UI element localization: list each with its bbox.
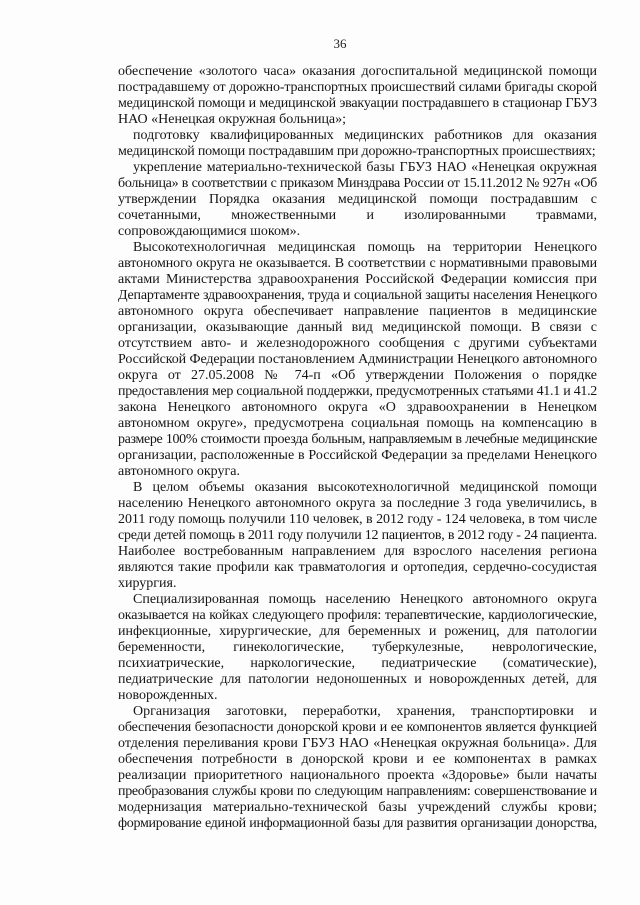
text-line: Российской Федерации постановлением Администрации Ненецкого автономного xyxy=(118,352,597,367)
text-line: обеспечения потребности в донорской крови и ее компонентах в рамках xyxy=(118,752,597,767)
text-line: преобразования службы крови по следующим направлениям: совершенствование и xyxy=(118,784,597,799)
text-line: организации, расположенные в Российской Федерации за пределами Ненецкого xyxy=(118,448,597,463)
text-line: обеспечения безопасности донорской крови и ее компонентов является функцией xyxy=(118,720,597,735)
text-line: автономном округе», предусмотрена социальная помощь на компенсацию в xyxy=(118,416,597,431)
text-line: медицинской помощи пострадавшим при дорожно-транспортных происшествиях; xyxy=(118,144,596,159)
text-line: организации, оказывающие данный вид медицинской помощи. В связи с xyxy=(118,320,597,335)
text-line: являются такие профили как травматология и ортопедия, сердечно-сосудистая xyxy=(118,560,597,575)
text-line: подготовку квалифицированных медицинских работников для оказания xyxy=(133,128,597,143)
document-body xyxy=(118,64,597,832)
text-line: сочетанными, множественными и изолированными травмами, xyxy=(118,208,597,223)
paragraph xyxy=(118,240,597,480)
text-line: психиатрические, наркологические, педиатрические (соматические), xyxy=(118,656,597,671)
text-line: Специализированная помощь населению Ненецкого автономного округа xyxy=(133,592,597,607)
text-line: автономного округа не оказывается. В соответствии с нормативными правовыми xyxy=(118,256,597,271)
text-line: автономного округа. xyxy=(118,464,240,479)
text-line: модернизация материально-технической базы учреждений службы крови; xyxy=(118,800,597,815)
text-line: размере 100% стоимости проезда больным, направляемым в лечебные медицинские xyxy=(118,432,597,447)
text-line: актами Министерства здравоохранения Российской Федерации комиссия при xyxy=(118,272,597,287)
text-line: медицинской помощи и медицинской эвакуации пострадавшего в стационар ГБУЗ xyxy=(118,96,597,111)
text-line: среди детей помощь в 2011 году получили 12 пациентов, в 2012 году - 24 пациента. xyxy=(118,528,597,543)
text-line: отсутствием авто- и железнодорожного сообщения с другими субъектами xyxy=(118,336,597,351)
text-line: округа от 27.05.2008 № 74-п «Об утверждении Положения о порядке xyxy=(118,368,597,383)
text-line: НАО «Ненецкая окружная больница»; xyxy=(118,112,347,127)
text-line: Департаменте здравоохранения, труда и социальной защиты населения Ненецкого xyxy=(118,288,597,303)
text-line: 2011 году помощь получили 110 человек, в 2012 году - 124 человека, в том числе xyxy=(118,512,597,527)
paragraph xyxy=(118,704,597,832)
text-line: В целом объемы оказания высокотехнологичной медицинской помощи xyxy=(133,480,597,495)
text-line: обеспечение «золотого часа» оказания догоспитальной медицинской помощи xyxy=(118,64,597,79)
text-line: педиатрические для патологии недоношенных и новорожденных детей, для xyxy=(118,672,597,687)
text-line: Наиболее востребованным направлением для взрослого населения региона xyxy=(118,544,597,559)
text-line: инфекционные, хирургические, для беременных и рожениц, для патологии xyxy=(118,624,597,639)
text-line: закона Ненецкого автономного округа «О здравоохранении в Ненецком xyxy=(118,400,597,415)
text-line: реализации приоритетного национального проекта «Здоровье» были начаты xyxy=(118,768,597,783)
text-line: оказывается на койках следующего профиля: терапевтические, кардиологические, xyxy=(118,608,597,623)
text-line: пострадавшему от дорожно-транспортных происшествий силами бригады скорой xyxy=(118,80,597,95)
text-line: больница» в соответствии с приказом Минздрава России от 15.11.2012 № 927н «Об xyxy=(118,176,597,191)
paragraph xyxy=(118,160,597,240)
text-line: Организация заготовки, переработки, хранения, транспортировки и xyxy=(133,704,597,719)
text-line: формирование единой информационной базы для развития организации донорства, xyxy=(118,816,597,831)
text-line: сопровождающимися шоком». xyxy=(118,224,301,239)
text-line: Высокотехнологичная медицинская помощь на территории Ненецкого xyxy=(133,240,597,255)
text-line: утверждении Порядка оказания медицинской помощи пострадавшим с xyxy=(118,192,597,207)
paragraph xyxy=(118,480,597,592)
text-line: предоставления мер социальной поддержки, предусмотренных статьями 41.1 и 41.2 xyxy=(118,384,597,399)
text-line: хирургия. xyxy=(118,576,177,591)
text-line: автономного округа обеспечивает направление пациентов в медицинские xyxy=(118,304,597,319)
text-line: укрепление материально-технической базы ГБУЗ НАО «Ненецкая окружная xyxy=(133,160,597,175)
paragraph xyxy=(118,592,597,704)
paragraph xyxy=(118,64,597,128)
text-line: новорожденных. xyxy=(118,688,218,703)
text-line: населению Ненецкого автономного округа за последние 3 года увеличились, в xyxy=(118,496,597,511)
paragraph xyxy=(118,128,597,160)
text-line: отделения переливания крови ГБУЗ НАО «Ненецкая окружная больница». Для xyxy=(118,736,597,751)
text-line: беременности, гинекологические, туберкулезные, неврологические, xyxy=(118,640,597,655)
page-number: 36 xyxy=(333,36,347,51)
